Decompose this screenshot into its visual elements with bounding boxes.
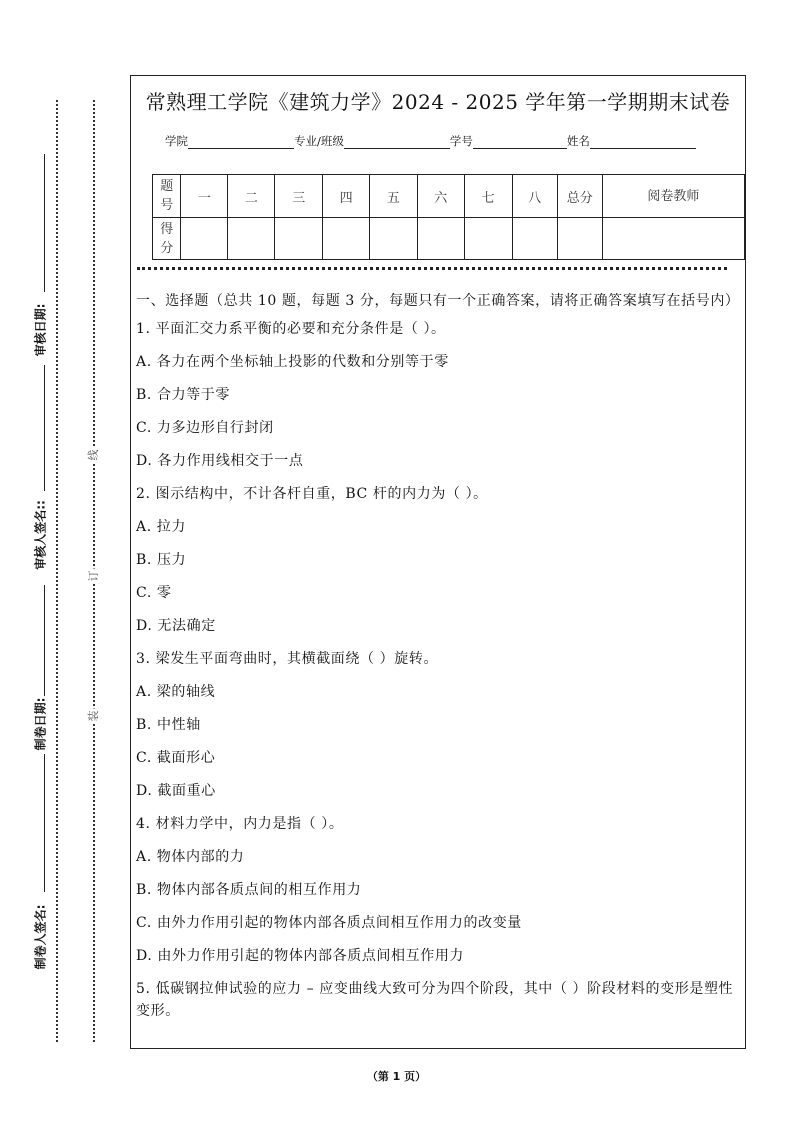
answer-option: B. 合力等于零 bbox=[136, 387, 230, 403]
question-stem: 4. 材料力学中，内力是指（ ）。 bbox=[136, 816, 344, 832]
answer-option: B. 物体内部各质点间的相互作用力 bbox=[136, 882, 362, 898]
signature-line bbox=[44, 365, 45, 491]
score-table bbox=[152, 174, 745, 260]
name-field[interactable] bbox=[590, 136, 696, 149]
answer-option: C. 截面形心 bbox=[136, 750, 216, 766]
question-stem: 3. 梁发生平面弯曲时，其横截面绕（ ）旋转。 bbox=[136, 651, 439, 667]
question-column-header: 三 bbox=[275, 175, 323, 218]
exam-title: 常熟理工学院《建筑力学》2024 - 2025 学年第一学期期末试卷 bbox=[145, 90, 731, 114]
compiler-signature-label: 制卷人签名: bbox=[33, 904, 48, 970]
question-column-header: 七 bbox=[464, 175, 512, 218]
compile-date-label: 制卷日期: bbox=[33, 697, 48, 751]
signature-line bbox=[44, 585, 45, 696]
signature-line bbox=[44, 154, 45, 292]
review-date-label: 审核日期: bbox=[33, 303, 48, 357]
score-cell[interactable] bbox=[512, 218, 557, 260]
question-column-header: 五 bbox=[370, 175, 418, 218]
signature-line bbox=[44, 754, 45, 892]
answer-option: B. 中性轴 bbox=[136, 717, 201, 733]
answer-option: A. 物体内部的力 bbox=[136, 849, 245, 865]
page-number: （第 1 页） bbox=[366, 1070, 427, 1083]
answer-option: B. 压力 bbox=[136, 552, 187, 568]
student-id-label: 学号 bbox=[449, 134, 473, 148]
student-id-field[interactable] bbox=[473, 136, 567, 149]
question-column-header: 总分 bbox=[557, 175, 602, 218]
score-cell[interactable] bbox=[181, 218, 228, 260]
reviewer-signature-label: 审核人签名:: bbox=[33, 500, 48, 570]
college-field[interactable] bbox=[188, 136, 294, 149]
grader-cell[interactable] bbox=[602, 218, 744, 260]
answer-option: C. 力多边形自行封闭 bbox=[136, 420, 274, 436]
question-column-header: 一 bbox=[181, 175, 228, 218]
score-cell[interactable] bbox=[228, 218, 275, 260]
choice-section bbox=[136, 290, 742, 1022]
answer-option: A. 拉力 bbox=[136, 519, 187, 535]
score-cell[interactable] bbox=[557, 218, 602, 260]
question-stem: 2. 图示结构中，不计各杆自重，BC 杆的内力为（ ）。 bbox=[136, 486, 488, 502]
binding-char-staple: 订 bbox=[87, 570, 100, 582]
score-cell[interactable] bbox=[275, 218, 323, 260]
answer-option: D. 各力作用线相交于一点 bbox=[136, 453, 304, 469]
question-stem: 5. 低碳钢拉伸试验的应力 – 应变曲线大致可分为四个阶段，其中（ ）阶段材料的变形是塑性变形。 bbox=[136, 981, 734, 1019]
question-number-header: 题号 bbox=[153, 175, 181, 218]
answer-option: D. 无法确定 bbox=[136, 618, 216, 634]
answer-option: D. 截面重心 bbox=[136, 783, 216, 799]
question-stem: 1. 平面汇交力系平衡的必要和充分条件是（ ）。 bbox=[136, 321, 446, 337]
answer-option: A. 各力在两个坐标轴上投影的代数和分别等于零 bbox=[136, 354, 449, 370]
student-info-row bbox=[165, 133, 696, 149]
major-class-field[interactable] bbox=[344, 136, 450, 149]
answer-option: C. 零 bbox=[136, 585, 172, 601]
score-cell[interactable] bbox=[370, 218, 418, 260]
major-class-label: 专业/班级 bbox=[294, 134, 344, 148]
grader-header: 阅卷教师 bbox=[602, 175, 744, 218]
name-label: 姓名 bbox=[566, 134, 590, 148]
answer-option: A. 梁的轴线 bbox=[136, 684, 216, 700]
score-cell[interactable] bbox=[323, 218, 370, 260]
binding-char-line: 线 bbox=[87, 449, 100, 461]
score-cell[interactable] bbox=[417, 218, 464, 260]
score-row-header: 得分 bbox=[153, 218, 181, 260]
answer-option: D. 由外力作用引起的物体内部各质点间相互作用力 bbox=[136, 948, 465, 964]
dotted-line-outer bbox=[56, 100, 58, 1042]
question-column-header: 六 bbox=[417, 175, 464, 218]
college-label: 学院 bbox=[165, 134, 188, 148]
question-column-header: 四 bbox=[323, 175, 370, 218]
exam-page-frame bbox=[130, 75, 746, 1049]
section-heading: 一、选择题（总共 10 题，每题 3 分，每题只有一个正确答案，请将正确答案填写在括号内） bbox=[136, 293, 740, 309]
score-cell[interactable] bbox=[464, 218, 512, 260]
question-column-header: 二 bbox=[228, 175, 275, 218]
answer-option: C. 由外力作用引起的物体内部各质点间相互作用力的改变量 bbox=[136, 915, 522, 931]
dotted-separator bbox=[137, 267, 727, 270]
binding-char-bind: 装 bbox=[87, 710, 100, 722]
question-column-header: 八 bbox=[512, 175, 557, 218]
